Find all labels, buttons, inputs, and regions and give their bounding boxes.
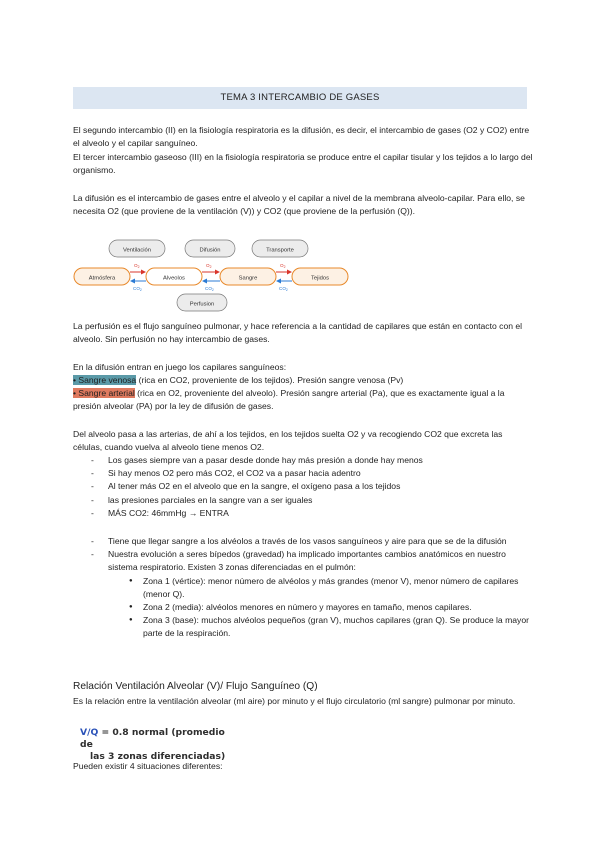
vq-formula-line1: = 0.8 normal (promedio de [80,727,225,750]
alveolos-box [146,268,202,285]
page-title: TEMA 3 INTERCAMBIO DE GASES [73,87,527,109]
svg-text:O2: $O_2$ [280,263,286,269]
vq-formula [80,727,240,763]
transporte-oval [252,240,308,257]
perfusion-label: Perfusion [189,301,215,308]
ventilacion-label: Ventilación [122,247,152,254]
sangre-venosa-highlight: • Sangre venosa [73,375,137,385]
zone-item: ● Zona 3 (base): muchos alvéolos pequeños (gran V), muchos capilares (gran Q). Se produce la mayor parte de la respiración. [73,614,533,640]
gas-rules-list [73,454,533,520]
sangre-arterial-text: (rica en O2, proveniente del alveolo). Presión sangre arterial (Pa), que es exactamente igual a la presión alveolar (PA) por la ley de difusión de gases. [73,388,505,412]
intro-paragraph-3: La difusión es el intercambio de gases entre el alveolo y el capilar a nivel de la membrana alveolo-capilar. Para ello, se necesita O2 (que proviene de la ventilación (V)) y CO2 (que proviene de la perfusión (Q)). [73,193,525,217]
ventilacion-oval [109,240,165,257]
relation-heading: Relación Ventilación Alveolar (V)/ Flujo Sanguíneo (Q) [73,681,318,692]
list-item-text: Nuestra evolución a seres bípedos (gravedad) ha implicado importantes cambios anatómicos en nuestro sistema respiratorio. Existen 3 zonas diferenciadas en el pulmón: [108,549,506,573]
sangre-venosa-line [73,374,533,387]
difusion-oval [185,240,235,257]
list-item: - Al tener más O2 en el alveolo que en la sangre, el oxígeno pasa a los tejidos [73,480,533,493]
alveolos-label: Alveolos [163,275,185,282]
intro-paragraph-2: El tercer intercambio gaseoso (III) en la fisiología respiratoria se produce entre el capilar tisular y los tejidos a lo largo del organismo. [73,152,533,176]
vq-symbol: V/Q [80,727,99,738]
svg-text:CO2: $CO_2$ [133,286,142,292]
intro-paragraph-1: El segundo intercambio (II) en la fisiología respiratoria es la difusión, es decir, el intercambio de gases (O2 y CO2) entre el alveolo y el capilar sanguíneo. [73,125,530,149]
svg-text:CO2: $CO_2$ [205,286,214,292]
sangre-label: Sangre [238,275,258,282]
sangre-arterial-line [73,387,533,413]
zone-item: ● Zona 1 (vértice): menor número de alvéolos y más grandes (menor V), menor número de capilares (menor Q). [73,575,533,601]
svg-text:O2: $O_2$ [134,263,140,269]
list-item: - Los gases siempre van a pasar desde donde hay más presión a donde hay menos [73,454,533,467]
transporte-label: Transporte [266,247,294,254]
difusion-lead: En la difusión entran en juego los capilares sanguíneos: [73,362,287,372]
alveolo-paragraph: Del alveolo pasa a las arterias, de ahí a los tejidos, en los tejidos suelta O2 y va recogiendo CO2 que excreta las células, cuando vuelva al alveolo tiene menos O2. [73,429,503,453]
sangre-venosa-text: (rica en CO2, proveniente de los tejidos). Presión sangre venosa (Pv) [136,375,404,385]
perfusion-oval [177,294,227,311]
list-item: - MÁS CO2: 46mmHg → ENTRA [73,507,533,520]
co2-labels [133,286,288,292]
atmosfera-label: Atmósfera [88,275,116,282]
sangre-box [220,268,276,285]
zones-list [73,575,533,641]
tejidos-label: Tejidos [310,275,330,282]
sangre-arterial-highlight: • Sangre arterial [73,388,135,398]
svg-text:CO2: $CO_2$ [279,286,288,292]
relation-paragraph: Es la relación entre la ventilación alveolar (ml aire) por minuto y el flujo circulatorio (ml sangre) pulmonar por minuto. [73,696,516,706]
list-item: - Si hay menos O2 pero más CO2, el CO2 va a pasar hacia adentro [73,467,533,480]
perfusion-paragraph: La perfusión es el flujo sanguíneo pulmonar, y hace referencia a la cantidad de capilares que están en contacto con el alveolo. Sin perfusión no hay intercambio de gases. [73,321,523,345]
difusion-label: Difusión [199,247,221,254]
vq-formula-line2: las 3 zonas diferenciadas) [90,751,226,762]
svg-text:O2: $O_2$ [206,263,212,269]
list-item: - las presiones parciales en la sangre van a ser iguales [73,494,533,507]
zone-item: ● Zona 2 (media): alvéolos menores en número y mayores en tamaño, menos capilares. [73,601,533,614]
tejidos-box [292,268,348,285]
closing-paragraph: Pueden existir 4 situaciones diferentes: [73,761,223,771]
list-item: - Tiene que llegar sangre a los alvéolos a través de los vasos sanguíneos y aire para que se de la difusión [73,535,533,548]
anatomy-list [73,535,533,641]
list-item [73,548,533,640]
atmosfera-box [74,268,130,285]
gas-exchange-diagram [70,236,360,314]
